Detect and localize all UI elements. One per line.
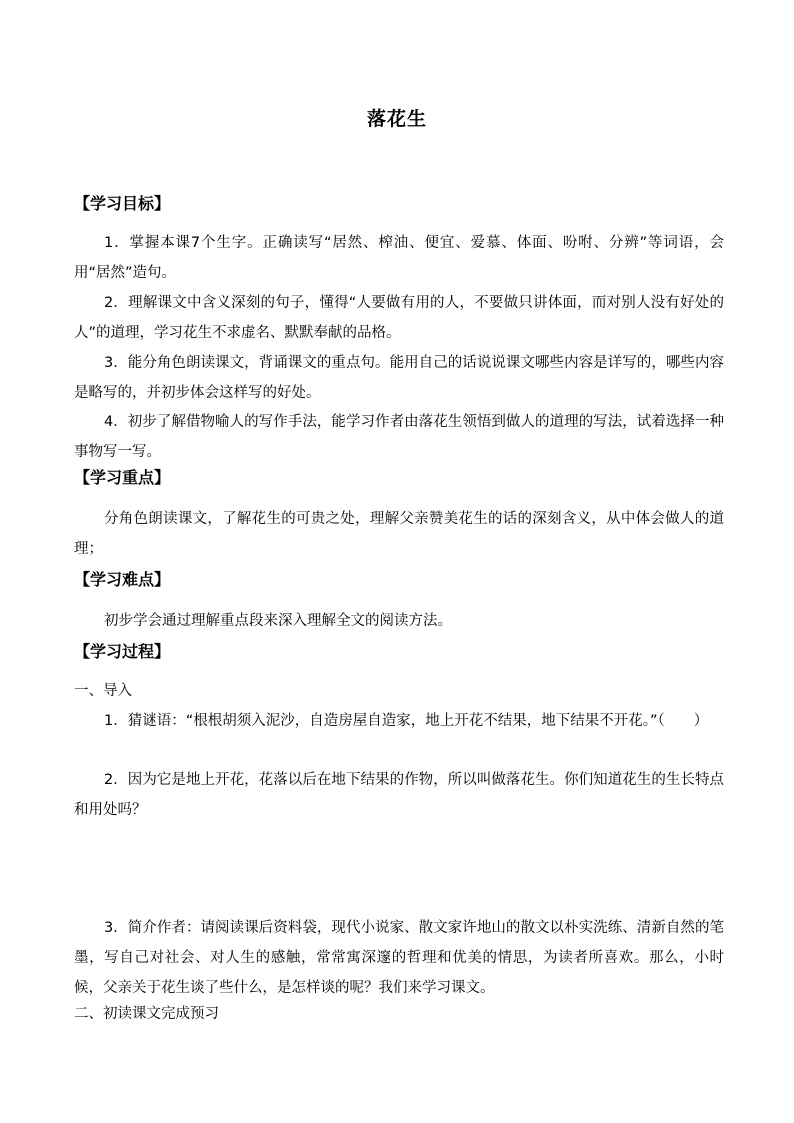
goal-item-4: 4．初步了解借物喻人的写作手法，能学习作者由落花生领悟到做人的道理的写法，试着选择一种事物写一写。 — [74, 414, 724, 460]
goal-item-3: 3．能分角色朗读课文，背诵课文的重点句。能用自己的话说说课文哪些内容是详写的，哪些内容是略写的，并初步体会这样写的好处。 — [74, 355, 724, 401]
section-preview-title: 二、初读课文完成预习 — [74, 1006, 219, 1022]
page-title: 落花生 — [366, 108, 427, 130]
goal-item-1: 1．掌握本课7个生字。正确读写“居然、榨油、便宜、爱慕、体面、吩咐、分辨”等词语，会用“居然”造句。 — [74, 235, 724, 281]
process-item-1: 1．猜谜语：“根根胡须入泥沙，自造房屋自造家，地上开花不结果，地下结果不开花。”（ ） — [104, 713, 709, 729]
process-item-3: 3．简介作者：请阅读课后资料袋，现代小说家、散文家许地山的散文以朴实洗练、清新自然的笔墨，写自己对社会、对人生的感触，常常寓深邃的哲理和优美的情思，为读者所喜欢。那么，小时候，父亲关于花生谈了些什么，是怎样谈的呢？我们来学习课文。 — [74, 920, 724, 996]
difficulty-text: 初步学会通过理解重点段来深入理解全文的阅读方法。 — [104, 613, 452, 629]
heading-learning-focus: 【学习重点】 — [74, 468, 171, 487]
section-intro-title: 一、导入 — [74, 683, 132, 699]
goal-item-2: 2．理解课文中含义深刻的句子，懂得“人要做有用的人，不要做只讲体面，而对别人没有好处的人”的道理，学习花生不求虚名、默默奉献的品格。 — [74, 295, 724, 341]
process-item-2: 2．因为它是地上开花，花落以后在地下结果的作物，所以叫做落花生。你们知道花生的生长特点和用处吗？ — [74, 772, 724, 818]
focus-text: 分角色朗读课文，了解花生的可贵之处，理解父亲赞美花生的话的深刻含义，从中体会做人的道理； — [74, 511, 724, 557]
heading-learning-difficulty: 【学习难点】 — [74, 570, 171, 589]
heading-learning-process: 【学习过程】 — [74, 642, 171, 661]
heading-learning-goals: 【学习目标】 — [74, 194, 171, 213]
